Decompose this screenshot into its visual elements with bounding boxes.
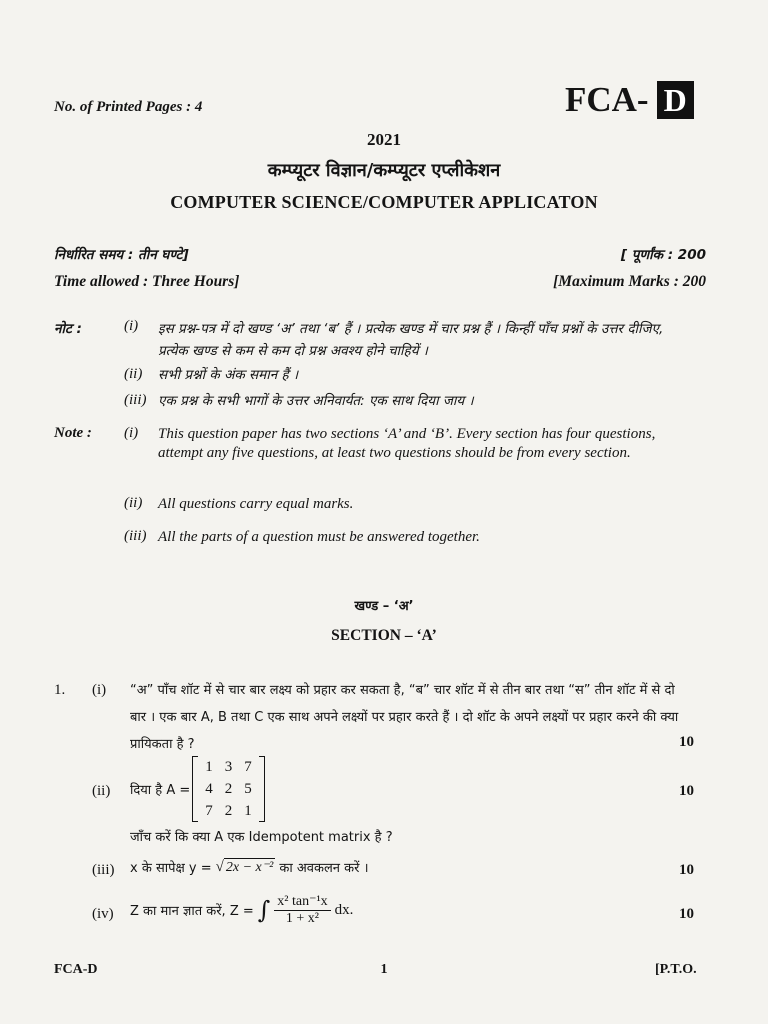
matrix-cell: 7 — [244, 758, 252, 775]
note-hindi-num-3: (iii) — [124, 392, 147, 408]
matrix-cell: 5 — [244, 780, 252, 797]
q1-part-ii-expression — [130, 756, 265, 822]
note-english-text-2: All questions carry equal marks. — [158, 496, 354, 512]
matrix-cell: 2 — [224, 802, 233, 819]
page-number: 1 — [380, 962, 388, 977]
paper-code-prefix: FCA- — [565, 80, 649, 119]
q1-part-iii-expression — [130, 858, 369, 876]
q1-part-ii-text: जाँच करें कि क्या A एक Idempotent matrix है ? — [130, 830, 393, 845]
sqrt-radicand: 2x − x⁻² — [225, 860, 274, 875]
note-english-num-2: (ii) — [124, 495, 143, 511]
title-english: COMPUTER SCIENCE/COMPUTER APPLICATON — [170, 192, 598, 212]
printed-pages: No. of Printed Pages : 4 — [54, 99, 203, 115]
matrix-cell: 7 — [205, 802, 213, 819]
note-hindi-num-1: (i) — [124, 318, 139, 334]
q1-part-i-text: “अ” पाँच शॉट में से चार बार लक्ष्य को प्रहार कर सकता है, “ब” चार शॉट में से तीन बार तथा “स” तीन शॉट में से दो बार । एक बार A, B तथा C एक साथ अपने लक्ष्यों पर प्रहार करते हैं । दो शॉट के अपने लक्ष्यों पर प्रहार करने की क्या प्रायिकता है ? — [130, 683, 679, 752]
note-hindi-text-2: सभी प्रश्नों के अंक समान हैं । — [158, 367, 299, 383]
note-label-english: Note : — [54, 425, 92, 441]
note-english-num-3: (iii) — [124, 528, 147, 544]
sqrt-sign: √ — [215, 858, 224, 875]
note-hindi-text-3: एक प्रश्न के सभी भागों के उत्तर अनिवार्यत: एक साथ दिया जाय । — [158, 393, 474, 409]
note-english-text-1: This question paper has two sections ‘A’ and ‘B’. Every section has four questions, attempt any five questions, at least two questions should be from every section. — [158, 426, 656, 461]
note-english-text-3: All the parts of a question must be answered together. — [158, 529, 480, 545]
marks-hindi: [ पूर्णांक : 200 — [620, 247, 706, 263]
q1-part-iii-num: (iii) — [92, 862, 115, 878]
matrix-cell: 4 — [205, 780, 213, 797]
q1-part-i-num: (i) — [92, 682, 107, 698]
paper-code — [565, 80, 694, 120]
q1-part-iii-marks: 10 — [679, 862, 694, 878]
time-marks-english — [54, 273, 706, 291]
time-marks-hindi — [54, 245, 706, 263]
q1-part-iv-marks: 10 — [679, 906, 694, 922]
integral-sign: ∫ — [257, 896, 271, 924]
matrix-cell: 1 — [205, 758, 213, 775]
title-hindi: कम्प्यूटर विज्ञान/कम्प्यूटर एप्लीकेशन — [267, 160, 501, 181]
matrix-cell: 1 — [244, 802, 252, 819]
paper-code-box: D — [657, 81, 694, 119]
q1-part-ii-marks: 10 — [679, 783, 694, 799]
q1-part-iv-text-a: Z का मान ज्ञात करें, Z = — [130, 904, 254, 919]
q1-part-iv-expression — [130, 893, 353, 927]
q1-part-ii-num: (ii) — [92, 783, 111, 799]
fraction-numerator: x² tan⁻¹x — [274, 893, 330, 911]
pto-marker: [P.T.O. — [655, 962, 697, 977]
footer-code: FCA-D — [54, 962, 98, 977]
q1-part-iii-text-b: का अवकलन करें । — [279, 861, 369, 876]
note-english-num-1: (i) — [124, 425, 139, 441]
section-heading-english: SECTION – ‘A’ — [331, 627, 437, 644]
q1-part-iii-text-a: x के सापेक्ष y = — [130, 861, 212, 876]
matrix-cell: 3 — [224, 758, 233, 775]
matrix-cell: 2 — [224, 780, 233, 797]
q1-part-iv-text-b: dx. — [334, 901, 354, 918]
integrand-fraction — [274, 893, 330, 927]
note-label-hindi: नोट : — [54, 321, 82, 337]
q1-part-i-marks: 10 — [679, 734, 694, 750]
question-number: 1. — [54, 682, 66, 698]
fraction-denominator: 1 + x² — [285, 911, 319, 926]
marks-english: [Maximum Marks : 200 — [553, 273, 706, 290]
q1-part-ii-prefix: दिया है A = — [130, 783, 191, 798]
note-hindi-text-1: इस प्रश्न-पत्र में दो खण्ड ‘अ’ तथा ‘ब’ हैं । प्रत्येक खण्ड में चार प्रश्न हैं । किन्हीं पाँच प्रश्नों के उत्तर दीजिए, प्रत्येक खण्ड से कम से कम दो प्रश्न अवश्य होने चाहियें । — [158, 321, 664, 359]
q1-part-iv-num: (iv) — [92, 906, 114, 922]
note-hindi-num-2: (ii) — [124, 366, 143, 382]
exam-year: 2021 — [367, 130, 401, 149]
time-hindi: निर्धारित समय : तीन घण्टे] — [54, 247, 189, 263]
matrix-a — [192, 756, 265, 822]
time-english: Time allowed : Three Hours] — [54, 273, 240, 290]
section-heading-hindi: खण्ड – ‘अ’ — [354, 599, 414, 614]
